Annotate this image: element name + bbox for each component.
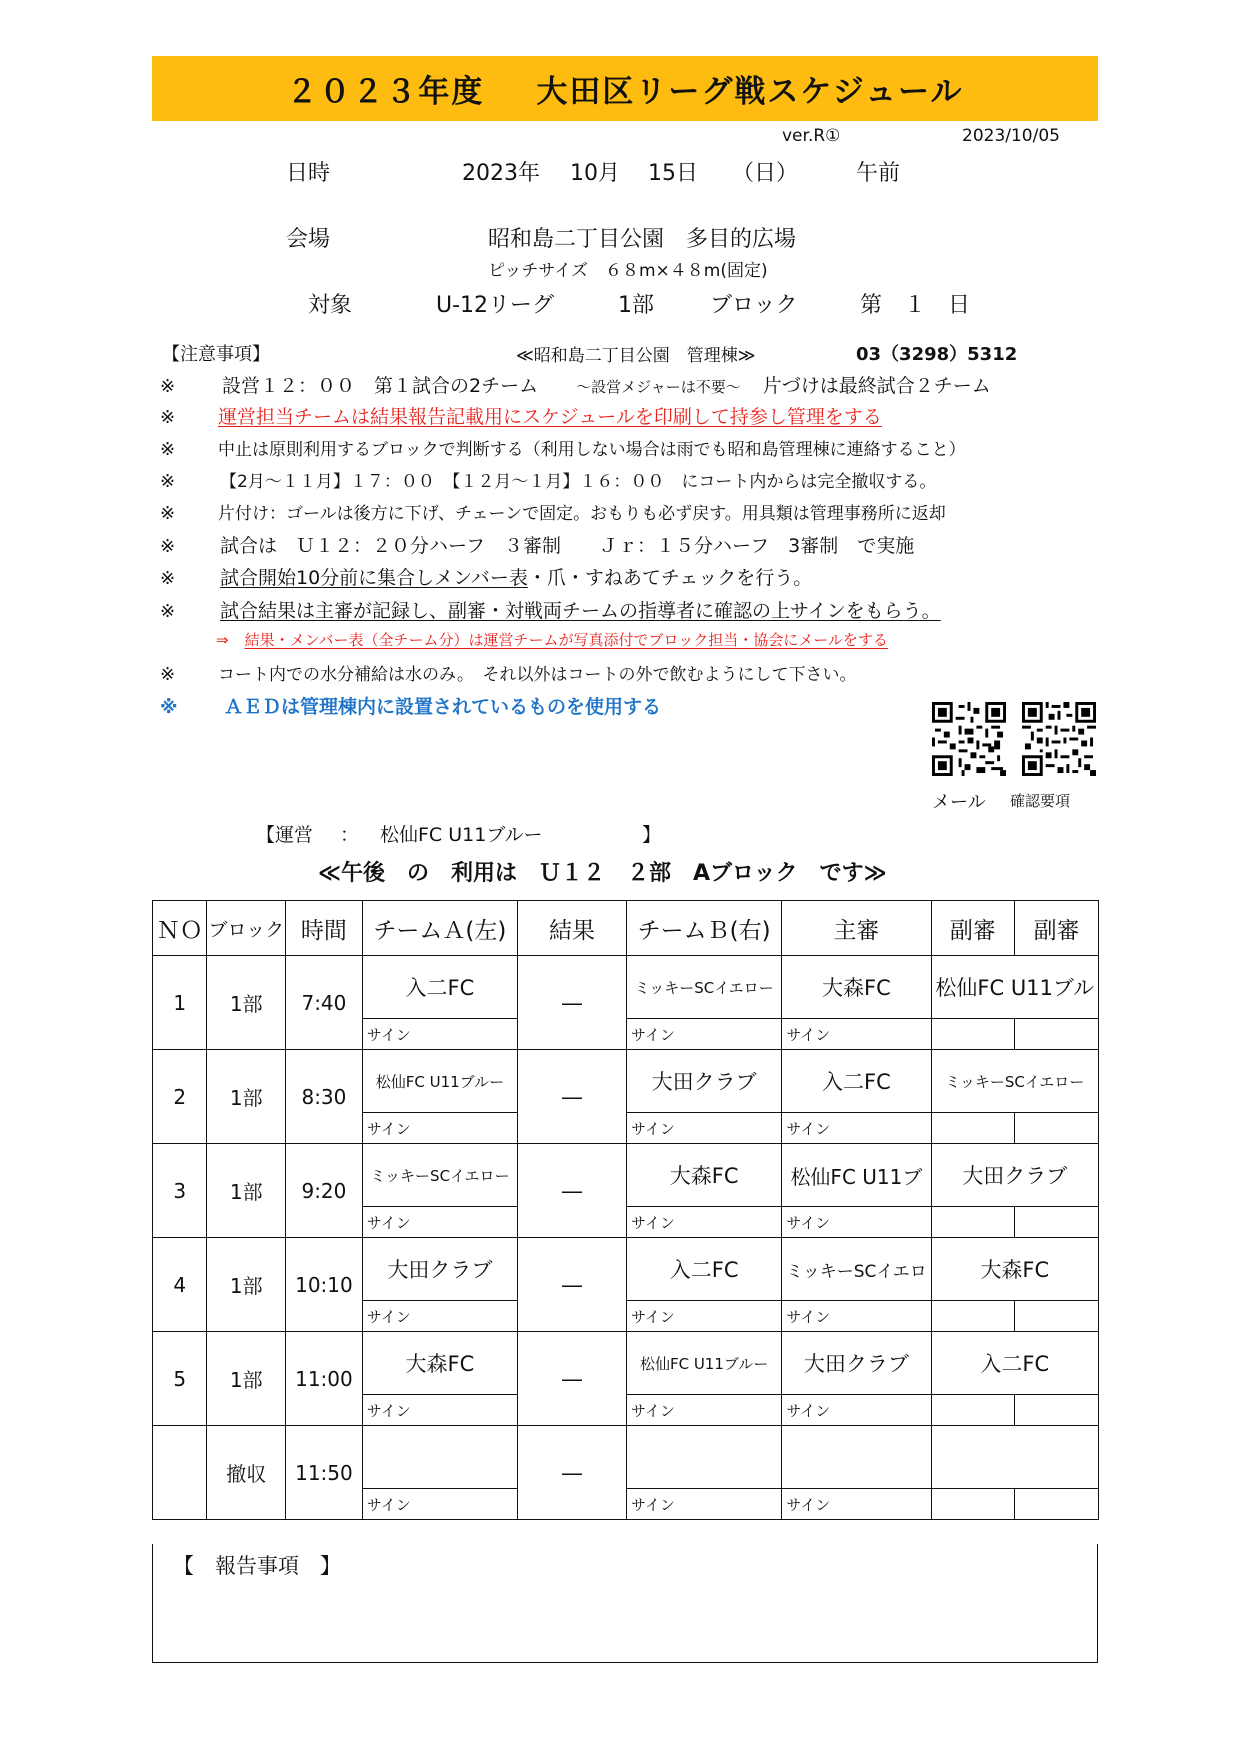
- datetime-weekday: （日）: [732, 161, 799, 186]
- cell-block: 1部: [207, 1050, 286, 1144]
- sign-team-a: サイン: [362, 1019, 517, 1050]
- note-6-text: 試合は Ｕ１２：２０分ハーフ ３審制 Ｊｒ：１５分ハーフ 3審制 で実施: [220, 535, 915, 557]
- sign-assistant-referee-2: [1015, 1019, 1099, 1050]
- target-label: 対象: [308, 293, 353, 318]
- note-mark: ※: [160, 376, 176, 397]
- sign-main-referee: サイン: [782, 1301, 931, 1332]
- cell-block: 1部: [207, 1332, 286, 1426]
- cell-assistant-referee: 松仙FC U11ブル: [931, 956, 1098, 1019]
- cell-no: [153, 1426, 207, 1520]
- cell-assistant-referee: ミッキーSCイエロー: [931, 1050, 1098, 1113]
- report-label: 【 報告事項 】: [173, 1554, 341, 1578]
- sign-team-b: サイン: [626, 1113, 781, 1144]
- header-time: 時間: [286, 901, 363, 956]
- table-row: [153, 956, 1099, 1019]
- cell-team-a: 大田クラブ: [362, 1238, 517, 1301]
- note-7-underlined: 試合開始10分前に集合しメンバー表: [220, 567, 528, 589]
- cell-no: 3: [153, 1144, 207, 1238]
- sign-assistant-referee-2: [1015, 1489, 1099, 1520]
- note-8-text: 試合結果は主審が記録し、副審・対戦両チームの指導者に確認の上サインをもらう。: [220, 600, 941, 622]
- datetime-month: 10月: [570, 161, 620, 186]
- table-header-row: [153, 901, 1099, 956]
- qr-confirm-label: 確認要項: [1010, 792, 1071, 810]
- sign-team-b: サイン: [626, 1489, 781, 1520]
- title-bar: [152, 56, 1098, 121]
- sign-assistant-referee-1: [931, 1019, 1015, 1050]
- cell-result: ―: [518, 1332, 627, 1426]
- cell-main-referee: 大田クラブ: [782, 1332, 931, 1395]
- office-name: ≪昭和島二丁目公園 管理棟≫: [516, 346, 756, 366]
- note-mark: ※: [160, 407, 176, 428]
- cell-team-a: ミッキーSCイエロー: [362, 1144, 517, 1207]
- sign-assistant-referee-2: [1015, 1113, 1099, 1144]
- cell-main-referee: 入二FC: [782, 1050, 931, 1113]
- note-11-text: ＡＥＤは管理棟内に設置されているものを使用する: [224, 696, 662, 718]
- cell-time: 11:00: [286, 1332, 363, 1426]
- cell-team-a: 入二FC: [362, 956, 517, 1019]
- qr-mail-label: メール: [932, 792, 986, 813]
- note-6: [160, 531, 914, 558]
- sign-assistant-referee-2: [1015, 1207, 1099, 1238]
- cell-no: 5: [153, 1332, 207, 1426]
- sign-team-a: サイン: [362, 1489, 517, 1520]
- cell-no: 1: [153, 956, 207, 1050]
- target-block: ブロック: [710, 293, 798, 318]
- sign-main-referee: サイン: [782, 1019, 931, 1050]
- sign-main-referee: サイン: [782, 1207, 931, 1238]
- datetime-day: 15日: [648, 161, 698, 186]
- note-5-text: 片付け：ゴールは後方に下げ、チェーンで固定。おもりも必ず戻す。用具類は管理事務所に返却: [218, 504, 946, 524]
- cell-result: ―: [518, 956, 627, 1050]
- note-mark: ※: [160, 664, 176, 685]
- organizer-close: 】: [642, 824, 662, 846]
- note-7: [160, 563, 812, 590]
- title-year: ２０２３年度: [286, 74, 485, 110]
- venue-label: 会場: [286, 227, 331, 252]
- note-2-text: 運営担当チームは結果報告記載用にスケジュールを印刷して持参し管理をする: [218, 406, 882, 428]
- arrow-icon: ⇒: [216, 631, 229, 649]
- note-10-text: コート内での水分補給は水のみ。 それ以外はコートの外で飲むようにして下さい。: [218, 665, 857, 685]
- table-row: [153, 1238, 1099, 1301]
- cell-team-a: 松仙FC U11ブルー: [362, 1050, 517, 1113]
- version-label: ver.R①: [782, 126, 841, 146]
- pitch-size: ピッチサイズ ６８m×４８m(固定): [488, 261, 768, 281]
- sign-assistant-referee-2: [1015, 1395, 1099, 1426]
- sign-assistant-referee-1: [931, 1489, 1015, 1520]
- cell-block: 1部: [207, 956, 286, 1050]
- cell-main-referee: 松仙FC U11ブ: [782, 1144, 931, 1207]
- organizer-open: 【運営: [256, 824, 314, 846]
- sign-assistant-referee-1: [931, 1395, 1015, 1426]
- header-assistant-referee-1: 副審: [931, 901, 1015, 956]
- note-3-text: 中止は原則利用するブロックで判断する（利用しない場合は雨でも昭和島管理棟に連絡すること）: [218, 440, 966, 460]
- table-row: [153, 1332, 1099, 1395]
- report-box[interactable]: [152, 1544, 1098, 1663]
- table-row: [153, 1144, 1099, 1207]
- sign-team-a: サイン: [362, 1207, 517, 1238]
- note-11: [160, 692, 661, 719]
- header-main-referee: 主審: [782, 901, 931, 956]
- note-mark: ※: [160, 697, 178, 718]
- note-mark: ※: [160, 439, 176, 460]
- sign-team-a: サイン: [362, 1301, 517, 1332]
- cell-team-a: [362, 1426, 517, 1489]
- note-3: [160, 435, 966, 460]
- note-mark: ※: [160, 503, 176, 524]
- datetime-label: 日時: [286, 161, 331, 186]
- cell-block: 1部: [207, 1238, 286, 1332]
- cell-main-referee: [782, 1426, 931, 1489]
- target-day: 第 １ 日: [860, 293, 971, 318]
- header-block: ブロック: [207, 901, 286, 956]
- cell-no: 4: [153, 1238, 207, 1332]
- sign-assistant-referee-1: [931, 1113, 1015, 1144]
- header-team-b: チームＢ(右): [626, 901, 781, 956]
- sign-main-referee: サイン: [782, 1395, 931, 1426]
- header-team-a: チームＡ(左): [362, 901, 517, 956]
- cell-team-b: 大森FC: [626, 1144, 781, 1207]
- cell-time: 10:10: [286, 1238, 363, 1332]
- note-7-tail: ・爪・すねあてチェックを行う。: [527, 567, 813, 589]
- qr-code-mail-icon[interactable]: [932, 702, 1006, 776]
- cell-assistant-referee: 大田クラブ: [931, 1144, 1098, 1207]
- organizer-colon: ：: [340, 824, 360, 846]
- cell-team-b: [626, 1426, 781, 1489]
- cell-result: ―: [518, 1144, 627, 1238]
- target-league: U-12リーグ: [436, 293, 555, 318]
- sign-team-a: サイン: [362, 1113, 517, 1144]
- note-9: [216, 629, 888, 650]
- note-2: [160, 402, 882, 429]
- cell-time: 7:40: [286, 956, 363, 1050]
- note-mark: ※: [160, 471, 176, 492]
- cell-no: 2: [153, 1050, 207, 1144]
- issue-date: 2023/10/05: [962, 126, 1060, 146]
- organizer-team: 松仙FC U11ブルー: [380, 824, 543, 846]
- target-division: 1部: [618, 293, 654, 318]
- datetime-time: 午前: [856, 161, 901, 186]
- cell-main-referee: ミッキーSCイエロ: [782, 1238, 931, 1301]
- header-assistant-referee-2: 副審: [1015, 901, 1099, 956]
- datetime-year: 2023年: [462, 161, 540, 186]
- note-9-text: 結果・メンバー表（全チーム分）は運営チームが写真添付でブロック担当・協会にメールをする: [244, 631, 888, 649]
- cell-block: 1部: [207, 1144, 286, 1238]
- sign-assistant-referee-2: [1015, 1301, 1099, 1332]
- cell-team-b: 大田クラブ: [626, 1050, 781, 1113]
- note-1-main: 設営１２：００ 第１試合の2チーム: [222, 375, 539, 397]
- cell-block: 撤収: [207, 1426, 286, 1520]
- note-4-text: 【2月～１１月】１７：００ 【１２月～１月】１６：００ にコート内からは完全撤収する。: [220, 472, 937, 492]
- cell-time: 8:30: [286, 1050, 363, 1144]
- sign-team-a: サイン: [362, 1395, 517, 1426]
- cell-team-a: 大森FC: [362, 1332, 517, 1395]
- note-mark: ※: [160, 536, 176, 557]
- note-1-tail: 片づけは最終試合２チーム: [762, 375, 991, 397]
- sign-team-b: サイン: [626, 1395, 781, 1426]
- title-main: 大田区リーグ戦スケジュール: [536, 74, 964, 110]
- note-10: [160, 660, 857, 685]
- notes-header: 【注意事項】: [162, 344, 270, 365]
- sign-team-b: サイン: [626, 1019, 781, 1050]
- qr-code-guidelines-icon[interactable]: [1022, 702, 1096, 776]
- venue-name: 昭和島二丁目公園 多目的広場: [488, 227, 797, 252]
- schedule-table: [152, 900, 1099, 1520]
- afternoon-notice: ≪午後 の 利用は Ｕ１２ ２部 Aブロック です≫: [318, 861, 887, 886]
- cell-team-b: 入二FC: [626, 1238, 781, 1301]
- note-4: [160, 467, 936, 492]
- sign-assistant-referee-1: [931, 1207, 1015, 1238]
- cell-time: 9:20: [286, 1144, 363, 1238]
- cell-result: ―: [518, 1238, 627, 1332]
- cell-main-referee: 大森FC: [782, 956, 931, 1019]
- cell-team-b: 松仙FC U11ブルー: [626, 1332, 781, 1395]
- cell-result: ―: [518, 1426, 627, 1520]
- sign-team-b: サイン: [626, 1301, 781, 1332]
- header-result: 結果: [518, 901, 627, 956]
- cell-assistant-referee: 入二FC: [931, 1332, 1098, 1395]
- cell-time: 11:50: [286, 1426, 363, 1520]
- sign-assistant-referee-1: [931, 1301, 1015, 1332]
- note-1: [160, 371, 991, 398]
- note-mark: ※: [160, 568, 176, 589]
- table-row: [153, 1426, 1099, 1489]
- note-1-small: ～設営メジャーは不要～: [576, 378, 741, 396]
- note-8: [160, 596, 941, 623]
- cell-result: ―: [518, 1050, 627, 1144]
- note-5: [160, 499, 946, 524]
- sign-main-referee: サイン: [782, 1113, 931, 1144]
- sign-main-referee: サイン: [782, 1489, 931, 1520]
- note-mark: ※: [160, 601, 176, 622]
- cell-assistant-referee: 大森FC: [931, 1238, 1098, 1301]
- office-phone: 03（3298）5312: [856, 344, 1018, 365]
- table-row: [153, 1050, 1099, 1113]
- cell-team-b: ミッキーSCイエロー: [626, 956, 781, 1019]
- cell-assistant-referee: [931, 1426, 1098, 1489]
- header-no: ＮＯ: [153, 901, 207, 956]
- sign-team-b: サイン: [626, 1207, 781, 1238]
